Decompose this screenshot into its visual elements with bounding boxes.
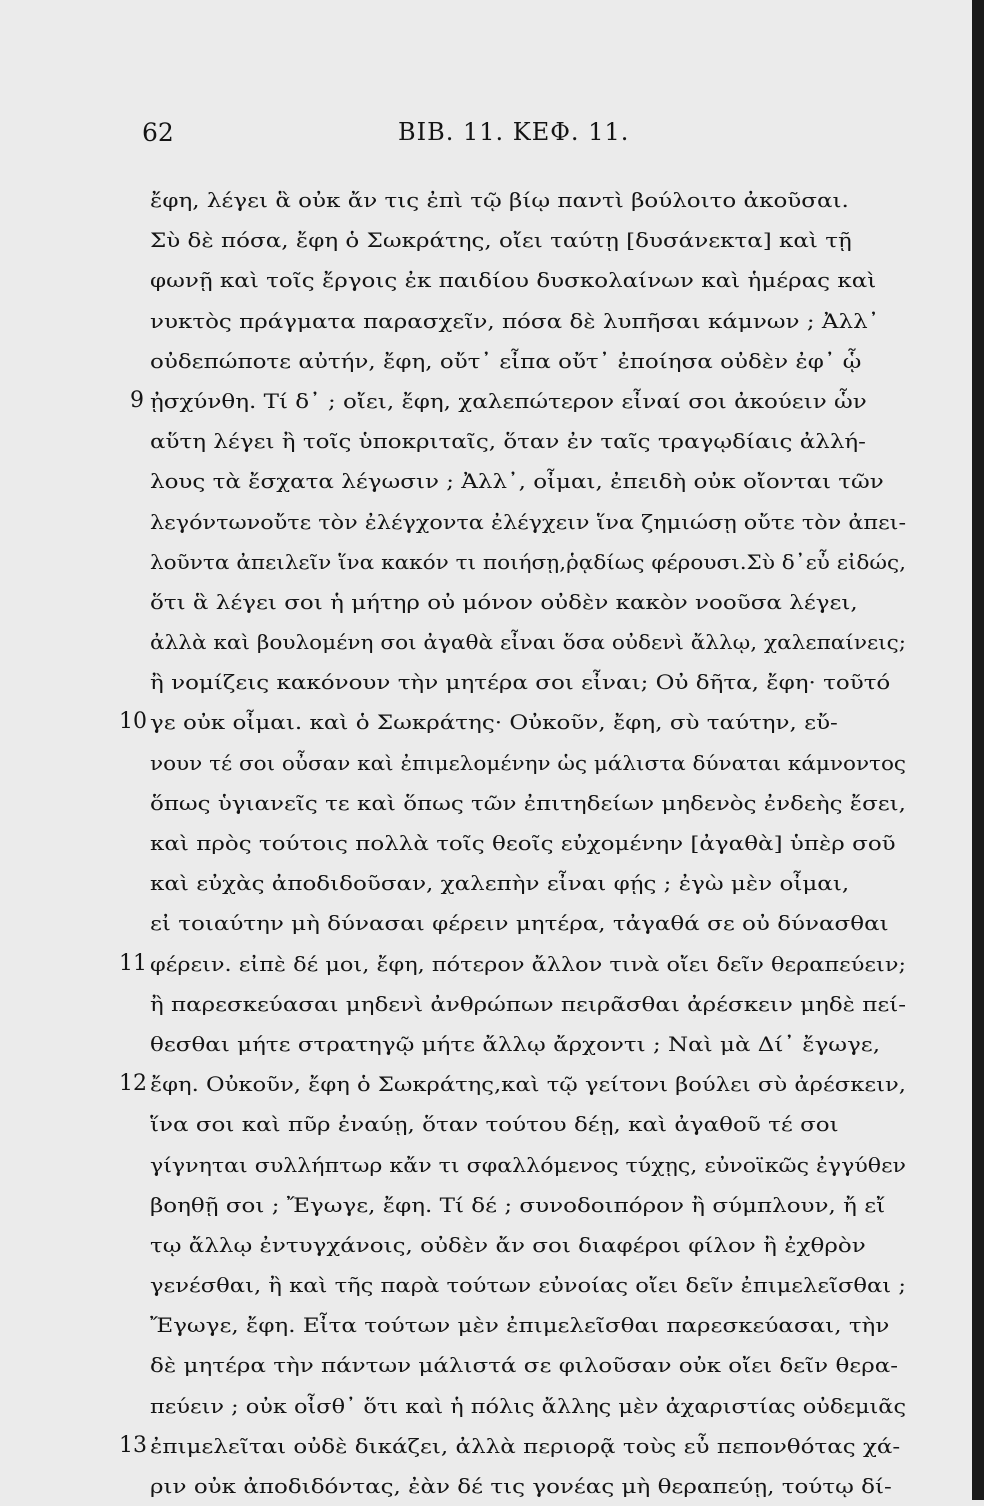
line-text: καὶ εὐχὰς ἀποδιδοῦσαν, χαλεπὴν εἶναι φῄς ; ἐγὼ μὲν οἶμαι, bbox=[150, 871, 850, 896]
line-text: γίγνηται συλλήπτωρ κἄν τι σφαλλόμενος τύχῃς, εὐνοϊκῶς ἐγγύθεν bbox=[150, 1152, 906, 1177]
line-text: φέρειν. εἰπὲ δέ μοι, ἔφη, πότερον ἄλλον τινὰ οἴει δεῖν θεραπεύειν; bbox=[150, 951, 906, 976]
text-line bbox=[150, 502, 906, 542]
text-line bbox=[150, 260, 906, 300]
line-text: ὅτι ἃ λέγει σοι ἡ μήτηρ οὐ μόνον οὐδὲν κακὸν νοοῦσα λέγει, bbox=[150, 589, 858, 614]
text-line bbox=[150, 1185, 906, 1225]
text-line bbox=[150, 180, 906, 220]
line-text: ᾐσχύνθη. Τί δ᾽ ; οἴει, ἔφη, χαλεπώτερον εἶναί σοι ἀκούειν ὧν bbox=[150, 388, 867, 413]
line-text: νουν τέ σοι οὖσαν καὶ ἐπιμελομένην ὡς μάλιστα δύναται κάμνοντος bbox=[150, 750, 906, 775]
line-text: βοηθῇ σοι ; Ἔγωγε, ἔφη. Τί δέ ; συνοδοιπόρον ἢ σύμπλουν, ἤ εἴ bbox=[150, 1192, 886, 1217]
text-line bbox=[150, 341, 906, 381]
line-text: Ἔγωγε, ἔφη. Εἶτα τούτων μὲν ἐπιμελεῖσθαι παρεσκεύασαι, τὴν bbox=[150, 1313, 890, 1338]
line-text: ἔφη, λέγει ἃ οὐκ ἄν τις ἐπὶ τῷ βίῳ παντὶ βούλοιτο ἀκοῦσαι. bbox=[150, 188, 849, 212]
line-text: λεγόντωνοὔτε τὸν ἐλέγχοντα ἐλέγχειν ἵνα ζημιώσῃ οὔτε τὸν ἀπει- bbox=[150, 509, 906, 534]
line-text: λους τὰ ἔσχατα λέγωσιν ; Ἀλλ᾽, οἶμαι, ἐπειδὴ οὐκ οἴονται τῶν bbox=[150, 469, 884, 494]
text-line bbox=[150, 1466, 906, 1506]
text-line bbox=[150, 461, 906, 501]
line-text: ἢ νομίζεις κακόνουν τὴν μητέρα σοι εἶναι; Οὐ δῆτα, ἔφη· τοῦτό bbox=[150, 670, 891, 695]
text-line bbox=[119, 1426, 906, 1466]
line-text: λοῦντα ἀπειλεῖν ἵνα κακόν τι ποιήσῃ,ῥᾳδίως φέρουσι.Σὺ δ᾽εὖ εἰδώς, bbox=[150, 549, 906, 574]
text-line bbox=[150, 662, 906, 702]
text-line bbox=[150, 421, 906, 461]
line-text: ἢ παρεσκεύασαι μηδενὶ ἀνθρώπων πειρᾶσθαι ἀρέσκειν μηδὲ πεί- bbox=[150, 991, 906, 1016]
line-text: Σὺ δὲ πόσα, ἔφη ὁ Σωκράτης, οἴει ταύτῃ [δυσάνεκτα] καὶ τῇ bbox=[150, 228, 852, 253]
section-number: 12 bbox=[119, 1071, 147, 1097]
text-line bbox=[150, 783, 906, 823]
line-text: νυκτὸς πράγματα παρασχεῖν, πόσα δὲ λυπῆσαι κάμνων ; Ἀλλ᾽ bbox=[150, 308, 880, 333]
line-text: ἀλλὰ καὶ βουλομένη σοι ἀγαθὰ εἶναι ὅσα οὐδενὶ ἄλλῳ, χαλεπαίνεις; bbox=[150, 630, 906, 655]
text-line bbox=[150, 1024, 906, 1064]
line-text: ἐπιμελεῖται οὐδὲ δικάζει, ἀλλὰ περιορᾷ τοὺς εὖ πεπονθότας χά- bbox=[150, 1433, 901, 1458]
page-header bbox=[0, 118, 984, 158]
section-number: 9 bbox=[130, 387, 144, 413]
text-line bbox=[150, 1386, 906, 1426]
line-text: ριν οὐκ ἀποδιδόντας, ἐὰν δέ τις γονέας μὴ θεραπεύῃ, τούτῳ δί- bbox=[150, 1474, 892, 1498]
page-number: 62 bbox=[142, 118, 174, 147]
text-line bbox=[119, 702, 906, 742]
section-number: 11 bbox=[119, 950, 147, 976]
line-text: πεύειν ; οὐκ οἶσθ᾽ ὅτι καὶ ἡ πόλις ἄλλης μὲν ἀχαριστίας οὐδεμιᾶς bbox=[150, 1393, 907, 1418]
line-text: γε οὐκ οἶμαι. καὶ ὁ Σωκράτης· Οὐκοῦν, ἔφη, σὺ ταύτην, εὔ- bbox=[150, 710, 838, 735]
text-line bbox=[119, 944, 906, 984]
section-number: 10 bbox=[119, 709, 147, 735]
text-line bbox=[150, 220, 906, 260]
line-text: τῳ ἄλλῳ ἐντυγχάνοις, οὐδὲν ἄν σοι διαφέροι φίλον ἢ ἐχθρὸν bbox=[150, 1232, 866, 1257]
text-line bbox=[150, 743, 906, 783]
text-line bbox=[150, 1345, 906, 1385]
text-line bbox=[119, 1064, 906, 1104]
line-text: οὐδεπώποτε αὐτήν, ἔφη, οὔτ᾽ εἶπα οὔτ᾽ ἐποίησα οὐδὲν ἐφ᾽ ᾧ bbox=[150, 348, 862, 373]
line-text: εἰ τοιαύτην μὴ δύνασαι φέρειν μητέρα, τἀγαθά σε οὐ δύνασθαι bbox=[150, 911, 889, 936]
text-line bbox=[150, 863, 906, 903]
text-line bbox=[150, 1145, 906, 1185]
line-text: αὕτη λέγει ἢ τοῖς ὑποκριταῖς, ὅταν ἐν ταῖς τραγῳδίαις ἀλλή- bbox=[150, 429, 866, 454]
text-line bbox=[150, 903, 906, 943]
text-line bbox=[150, 301, 906, 341]
text-line bbox=[150, 622, 906, 662]
line-text: γενέσθαι, ἢ καὶ τῆς παρὰ τούτων εὐνοίας οἴει δεῖν ἐπιμελεῖσθαι ; bbox=[150, 1273, 906, 1298]
text-line bbox=[150, 823, 906, 863]
line-text: ὅπως ὑγιανεῖς τε καὶ ὅπως τῶν ἐπιτηδείων μηδενὸς ἐνδεὴς ἔσει, bbox=[150, 790, 907, 815]
line-text: θεσθαι μήτε στρατηγῷ μήτε ἄλλῳ ἄρχοντι ; Ναὶ μὰ Δί᾽ ἔγωγε, bbox=[150, 1031, 881, 1056]
line-text: δὲ μητέρα τὴν πάντων μάλιστά σε φιλοῦσαν οὐκ οἴει δεῖν θερα- bbox=[150, 1353, 899, 1378]
line-text: ἵνα σοι καὶ πῦρ ἐναύῃ, ὅταν τούτου δέῃ, καὶ ἀγαθοῦ τέ σοι bbox=[150, 1112, 839, 1137]
body-text bbox=[119, 180, 907, 1506]
text-line bbox=[150, 1305, 906, 1345]
scan-edge bbox=[972, 0, 984, 1500]
line-text: καὶ πρὸς τούτοις πολλὰ τοῖς θεοῖς εὐχομένην [ἀγαθὰ] ὑπὲρ σοῦ bbox=[150, 831, 896, 855]
section-number: 13 bbox=[119, 1432, 147, 1458]
text-line bbox=[150, 1265, 906, 1305]
line-text: φωνῇ καὶ τοῖς ἔργοις ἐκ παιδίου δυσκολαίνων καὶ ἡμέρας καὶ bbox=[150, 268, 877, 293]
text-line bbox=[130, 381, 906, 421]
text-line bbox=[150, 582, 906, 622]
running-head: ΒΙΒ. 11. ΚΕΦ. 11. bbox=[398, 118, 630, 146]
line-text: ἔφη. Οὐκοῦν, ἔφη ὁ Σωκράτης,καὶ τῷ γείτονι βούλει σὺ ἀρέσκειν, bbox=[150, 1072, 906, 1097]
text-line bbox=[150, 984, 906, 1024]
text-line bbox=[150, 542, 906, 582]
text-line bbox=[150, 1225, 906, 1265]
text-line bbox=[150, 1104, 906, 1144]
